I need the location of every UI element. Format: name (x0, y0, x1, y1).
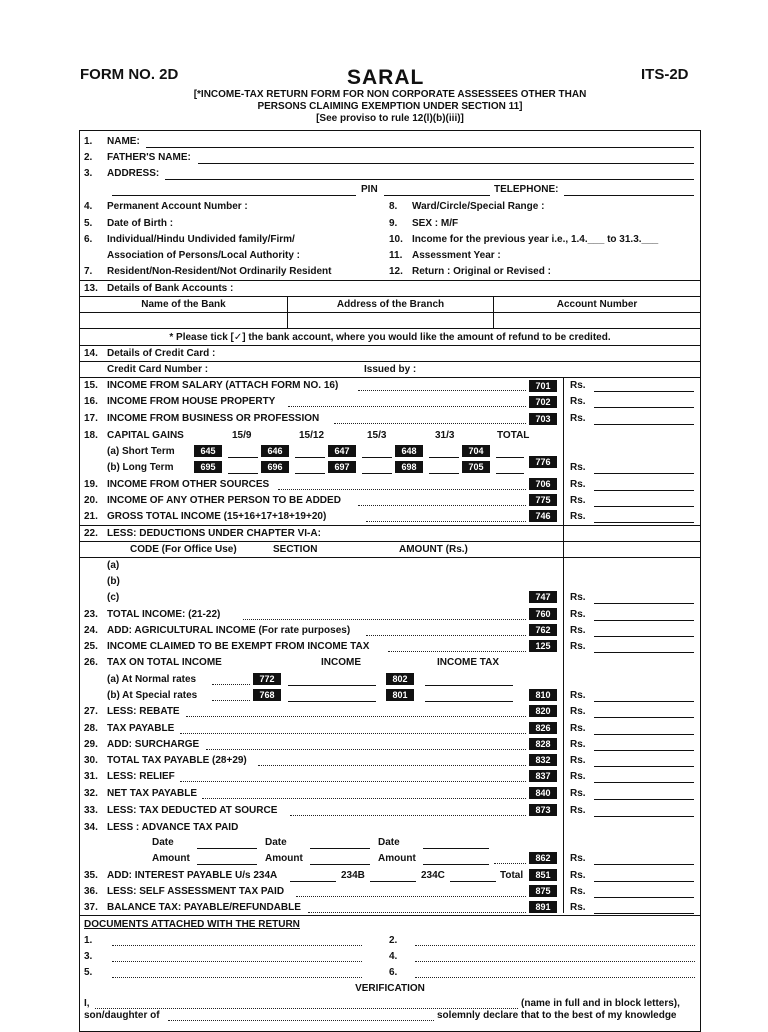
name-label: NAME: (107, 136, 140, 147)
date-field[interactable] (197, 848, 257, 849)
code-box: 760 (529, 608, 557, 620)
residential-status-label: Resident/Non-Resident/Not Ordinarily Resident (107, 266, 332, 277)
deduction-row-a: (a) (107, 560, 120, 571)
amount-field[interactable] (594, 717, 694, 718)
row-number: 31. (84, 771, 98, 782)
amount-field[interactable] (594, 407, 694, 408)
code-column-header: CODE (For Office Use) (130, 544, 237, 555)
document-field[interactable] (415, 961, 695, 962)
rs-label: Rs. (570, 625, 586, 636)
row-number: 26. (84, 657, 98, 668)
total-tax-payable-label: TOTAL TAX PAYABLE (28+29) (107, 755, 247, 766)
pin-label: PIN (361, 184, 378, 195)
refund-note: * Please tick [✓] the bank account, where you would like the amount of refund to be credited. (169, 332, 611, 343)
branch-address-header: Address of the Branch (336, 299, 445, 310)
other-person-income-label: INCOME OF ANY OTHER PERSON TO BE ADDED (107, 495, 341, 506)
divider (80, 525, 700, 526)
code-box: 891 (529, 901, 557, 913)
row-number: 28. (84, 723, 98, 734)
address-field-1[interactable] (165, 179, 694, 180)
deduction-row-c: (c) (107, 592, 120, 603)
total-income-label: TOTAL INCOME: (21-22) (107, 609, 221, 620)
row-number: 20. (84, 495, 98, 506)
verification-line-2-end: solemnly declare that to the best of my knowledge (437, 1010, 677, 1021)
period-label: 31/3 (435, 430, 455, 441)
row-number: 22. (84, 528, 98, 539)
amount-field[interactable] (594, 620, 694, 621)
amount-field[interactable] (197, 864, 257, 865)
return-type-label: Return : Original or Revised : (412, 266, 551, 277)
row-number: 11. (389, 250, 403, 261)
divider (493, 296, 494, 328)
amount-field[interactable] (594, 881, 694, 882)
name-field[interactable] (146, 147, 694, 148)
credit-card-number-label: Credit Card Number : (107, 364, 209, 375)
code-box: 832 (529, 754, 557, 766)
section-column-header: SECTION (273, 544, 318, 555)
previous-year-label: Income for the previous year i.e., 1.4.___ to 31.3.___ (412, 234, 659, 245)
rs-label: Rs. (570, 853, 586, 864)
amount-field[interactable] (594, 391, 694, 392)
row-number: 14. (84, 348, 98, 359)
pin-field[interactable] (384, 195, 490, 196)
address-field-2[interactable] (112, 195, 356, 196)
father-name-label: FATHER'S NAME: (107, 152, 191, 163)
issued-by-label: Issued by : (364, 364, 417, 375)
salary-label: INCOME FROM SALARY (ATTACH FORM NO. 16) (107, 380, 339, 391)
code-box: 802 (386, 673, 414, 685)
surcharge-label: ADD: SURCHARGE (107, 739, 200, 750)
code-box: 801 (386, 689, 414, 701)
rs-label: Rs. (570, 495, 586, 506)
document-field[interactable] (112, 961, 362, 962)
rs-label: Rs. (570, 755, 586, 766)
rs-label: Rs. (570, 788, 586, 799)
date-label: Date (265, 837, 287, 848)
father-name-field[interactable] (198, 163, 694, 164)
document-number: 5. (84, 967, 93, 978)
amount-field[interactable] (290, 881, 336, 882)
bank-details-label: Details of Bank Accounts : (107, 283, 234, 294)
bank-name-header: Name of the Bank (141, 299, 226, 310)
short-term-label: (a) Short Term (107, 446, 175, 457)
row-number: 24. (84, 625, 98, 636)
account-number-header: Account Number (556, 299, 638, 310)
amount-label: Amount (265, 853, 303, 864)
amount-field[interactable] (594, 603, 694, 604)
amount-field[interactable] (228, 473, 258, 474)
divider (80, 361, 700, 362)
code-box: 840 (529, 787, 557, 799)
row-number: 17. (84, 413, 98, 424)
code-box: 697 (328, 461, 356, 473)
amount-field[interactable] (594, 506, 694, 507)
subtitle-line-2: PERSONS CLAIMING EXEMPTION UNDER SECTION 11] (257, 101, 523, 112)
deductions-label: LESS: DEDUCTIONS UNDER CHAPTER VI-A: (107, 528, 321, 539)
code-box: 837 (529, 770, 557, 782)
amount-field[interactable] (594, 734, 694, 735)
capital-gains-label: CAPITAL GAINS (107, 430, 184, 441)
code-box: 772 (253, 673, 281, 685)
amount-field[interactable] (594, 897, 694, 898)
amount-field[interactable] (594, 701, 694, 702)
document-number: 6. (389, 967, 398, 978)
amount-field[interactable] (310, 864, 370, 865)
period-label: 15/3 (367, 430, 387, 441)
verification-line-1-start: I, (84, 998, 90, 1009)
rebate-label: LESS: REBATE (107, 706, 180, 717)
business-label: INCOME FROM BUSINESS OR PROFESSION (107, 413, 320, 424)
agricultural-income-label: ADD: AGRICULTURAL INCOME (For rate purposes) (107, 625, 351, 636)
row-number: 3. (84, 168, 93, 179)
assessment-year-label: Assessment Year : (412, 250, 501, 261)
self-assessment-label: LESS: SELF ASSESSMENT TAX PAID (107, 886, 285, 897)
form-code: ITS-2D (641, 66, 689, 83)
amount-field[interactable] (594, 816, 694, 817)
amount-field[interactable] (594, 782, 694, 783)
divider (80, 345, 700, 346)
tax-on-total-income-label: TAX ON TOTAL INCOME (107, 657, 222, 668)
rs-label: Rs. (570, 902, 586, 913)
row-number: 4. (84, 201, 93, 212)
amount-field[interactable] (425, 701, 513, 702)
status-label-cont: Association of Persons/Local Authority : (107, 250, 300, 261)
long-term-label: (b) Long Term (107, 462, 174, 473)
rs-label: Rs. (570, 592, 586, 603)
rs-label: Rs. (570, 609, 586, 620)
verification-parent-field[interactable] (168, 1020, 434, 1021)
amount-field[interactable] (496, 473, 524, 474)
amount-field[interactable] (429, 457, 459, 458)
row-number: 37. (84, 902, 98, 913)
code-box: 706 (529, 478, 557, 490)
rs-label: Rs. (570, 462, 586, 473)
divider (80, 377, 700, 378)
form-number: FORM NO. 2D (80, 66, 179, 83)
divider (80, 280, 700, 281)
documents-heading: DOCUMENTS ATTACHED WITH THE RETURN (84, 919, 300, 930)
verification-line-2-start: son/daughter of (84, 1010, 160, 1021)
amount-field[interactable] (423, 864, 489, 865)
relief-label: LESS: RELIEF (107, 771, 175, 782)
period-label: 15/12 (299, 430, 325, 441)
balance-tax-label: BALANCE TAX: PAYABLE/REFUNDABLE (107, 902, 301, 913)
document-field[interactable] (415, 977, 695, 978)
amount-field[interactable] (594, 766, 694, 767)
row-number: 2. (84, 152, 93, 163)
row-number: 34. (84, 822, 98, 833)
document-number: 3. (84, 951, 93, 962)
amount-field[interactable] (425, 685, 513, 686)
code-box: 747 (529, 591, 557, 603)
dob-label: Date of Birth : (107, 218, 174, 229)
code-box: 647 (328, 445, 356, 457)
amount-field[interactable] (288, 685, 376, 686)
rs-label: Rs. (570, 413, 586, 424)
row-number: 23. (84, 609, 98, 620)
total-label: TOTAL (497, 430, 530, 441)
amount-field[interactable] (288, 701, 376, 702)
document-field[interactable] (415, 945, 695, 946)
credit-card-label: Details of Credit Card : (107, 348, 216, 359)
code-box: 125 (529, 640, 557, 652)
amount-label: Amount (152, 853, 190, 864)
amount-field[interactable] (594, 799, 694, 800)
deduction-row-b: (b) (107, 576, 120, 587)
divider (80, 557, 700, 558)
document-field[interactable] (112, 945, 362, 946)
row-number: 18. (84, 430, 98, 441)
rs-label: Rs. (570, 380, 586, 391)
subtitle-line-3: [See proviso to rule 12(l)(b)(iii)] (316, 113, 464, 124)
verification-name-field[interactable] (95, 1008, 518, 1009)
row-number: 9. (389, 218, 398, 229)
code-box: 646 (261, 445, 289, 457)
ward-label: Ward/Circle/Special Range : (412, 201, 545, 212)
amount-field[interactable] (594, 522, 694, 523)
row-number: 10. (389, 234, 403, 245)
row-number: 12. (389, 266, 403, 277)
rs-label: Rs. (570, 723, 586, 734)
divider (287, 296, 288, 328)
divider (80, 328, 700, 329)
amount-field[interactable] (295, 457, 325, 458)
code-box: 828 (529, 738, 557, 750)
row-number: 21. (84, 511, 98, 522)
code-box: 695 (194, 461, 222, 473)
tax-payable-label: TAX PAYABLE (107, 723, 175, 734)
divider (80, 312, 700, 313)
amount-field[interactable] (450, 881, 496, 882)
rs-label: Rs. (570, 690, 586, 701)
code-box: 705 (462, 461, 490, 473)
code-box: 768 (253, 689, 281, 701)
row-number: 25. (84, 641, 98, 652)
code-box: 704 (462, 445, 490, 457)
amount-field[interactable] (228, 457, 258, 458)
rs-label: Rs. (570, 479, 586, 490)
row-number: 27. (84, 706, 98, 717)
amount-label: Amount (378, 853, 416, 864)
code-box: 645 (194, 445, 222, 457)
date-field[interactable] (423, 848, 489, 849)
advance-tax-label: LESS : ADVANCE TAX PAID (107, 822, 239, 833)
row-number: 35. (84, 870, 98, 881)
amount-field[interactable] (594, 424, 694, 425)
row-number: 36. (84, 886, 98, 897)
total-label: Total (500, 870, 524, 881)
status-label: Individual/Hindu Undivided family/Firm/ (107, 234, 295, 245)
amount-field[interactable] (370, 881, 416, 882)
document-number: 1. (84, 935, 93, 946)
date-label: Date (378, 837, 400, 848)
amount-field[interactable] (429, 473, 459, 474)
row-number: 1. (84, 136, 93, 147)
row-number: 13. (84, 283, 98, 294)
row-number: 6. (84, 234, 93, 245)
rs-label: Rs. (570, 739, 586, 750)
amount-field[interactable] (362, 457, 392, 458)
amount-field[interactable] (362, 473, 392, 474)
row-number: 5. (84, 218, 93, 229)
row-number: 19. (84, 479, 98, 490)
income-column-header: INCOME (321, 657, 361, 668)
document-number: 4. (389, 951, 398, 962)
rs-label: Rs. (570, 870, 586, 881)
verification-line-1-end: (name in full and in block letters), (521, 998, 680, 1009)
verification-heading: VERIFICATION (355, 983, 425, 994)
sex-label: SEX : M/F (412, 218, 459, 229)
income-tax-column-header: INCOME TAX (437, 657, 500, 668)
code-box: 702 (529, 396, 557, 408)
amount-field[interactable] (594, 636, 694, 637)
amount-field[interactable] (594, 864, 694, 865)
divider (80, 915, 700, 916)
date-label: Date (152, 837, 174, 848)
amount-column-header: AMOUNT (Rs.) (399, 544, 468, 555)
divider (563, 377, 564, 913)
rs-label: Rs. (570, 886, 586, 897)
other-sources-label: INCOME FROM OTHER SOURCES (107, 479, 270, 490)
code-box: 862 (529, 852, 557, 864)
divider (80, 541, 700, 542)
rs-label: Rs. (570, 396, 586, 407)
code-box: 703 (529, 413, 557, 425)
rs-label: Rs. (570, 641, 586, 652)
code-box: 810 (529, 689, 557, 701)
code-box: 873 (529, 804, 557, 816)
period-label: 15/9 (232, 430, 252, 441)
row-number: 8. (389, 201, 398, 212)
amount-field[interactable] (496, 457, 524, 458)
amount-field[interactable] (594, 750, 694, 751)
telephone-label: TELEPHONE: (494, 184, 559, 195)
interest-payable-label: ADD: INTEREST PAYABLE U/s 234A (107, 870, 278, 881)
divider (80, 296, 700, 297)
rs-label: Rs. (570, 771, 586, 782)
normal-rates-label: (a) At Normal rates (107, 674, 197, 685)
house-property-label: INCOME FROM HOUSE PROPERTY (107, 396, 276, 407)
code-box: 648 (395, 445, 423, 457)
code-box: 698 (395, 461, 423, 473)
address-label: ADDRESS: (107, 168, 160, 179)
tds-label: LESS: TAX DEDUCTED AT SOURCE (107, 805, 278, 816)
pan-label: Permanent Account Number : (107, 201, 248, 212)
amount-field[interactable] (295, 473, 325, 474)
amount-field[interactable] (594, 913, 694, 914)
rs-label: Rs. (570, 805, 586, 816)
code-box: 775 (529, 494, 557, 506)
net-tax-payable-label: NET TAX PAYABLE (107, 788, 198, 799)
code-box: 826 (529, 722, 557, 734)
rs-label: Rs. (570, 706, 586, 717)
row-number: 29. (84, 739, 98, 750)
code-box: 851 (529, 869, 557, 881)
code-box: 696 (261, 461, 289, 473)
special-rates-label: (b) At Special rates (107, 690, 198, 701)
section-234c-label: 234C (421, 870, 445, 881)
code-box: 746 (529, 510, 557, 522)
row-number: 33. (84, 805, 98, 816)
code-box: 762 (529, 624, 557, 636)
form-title: SARAL (347, 66, 425, 89)
rs-label: Rs. (570, 511, 586, 522)
subtitle-line-1: [*INCOME-TAX RETURN FORM FOR NON CORPORATE ASSESSEES OTHER THAN (193, 89, 587, 100)
amount-field[interactable] (594, 490, 694, 491)
document-number: 2. (389, 935, 398, 946)
row-number: 32. (84, 788, 98, 799)
code-box: 701 (529, 380, 557, 392)
date-field[interactable] (310, 848, 370, 849)
telephone-field[interactable] (564, 195, 694, 196)
amount-field[interactable] (594, 652, 694, 653)
code-box: 776 (529, 456, 557, 468)
code-box: 820 (529, 705, 557, 717)
row-number: 16. (84, 396, 98, 407)
gross-total-income-label: GROSS TOTAL INCOME (15+16+17+18+19+20) (107, 511, 327, 522)
code-box: 875 (529, 885, 557, 897)
row-number: 15. (84, 380, 98, 391)
exempt-income-label: INCOME CLAIMED TO BE EXEMPT FROM INCOME TAX (107, 641, 370, 652)
row-number: 7. (84, 266, 93, 277)
row-number: 30. (84, 755, 98, 766)
amount-field[interactable] (594, 473, 694, 474)
document-field[interactable] (112, 977, 362, 978)
section-234b-label: 234B (341, 870, 365, 881)
